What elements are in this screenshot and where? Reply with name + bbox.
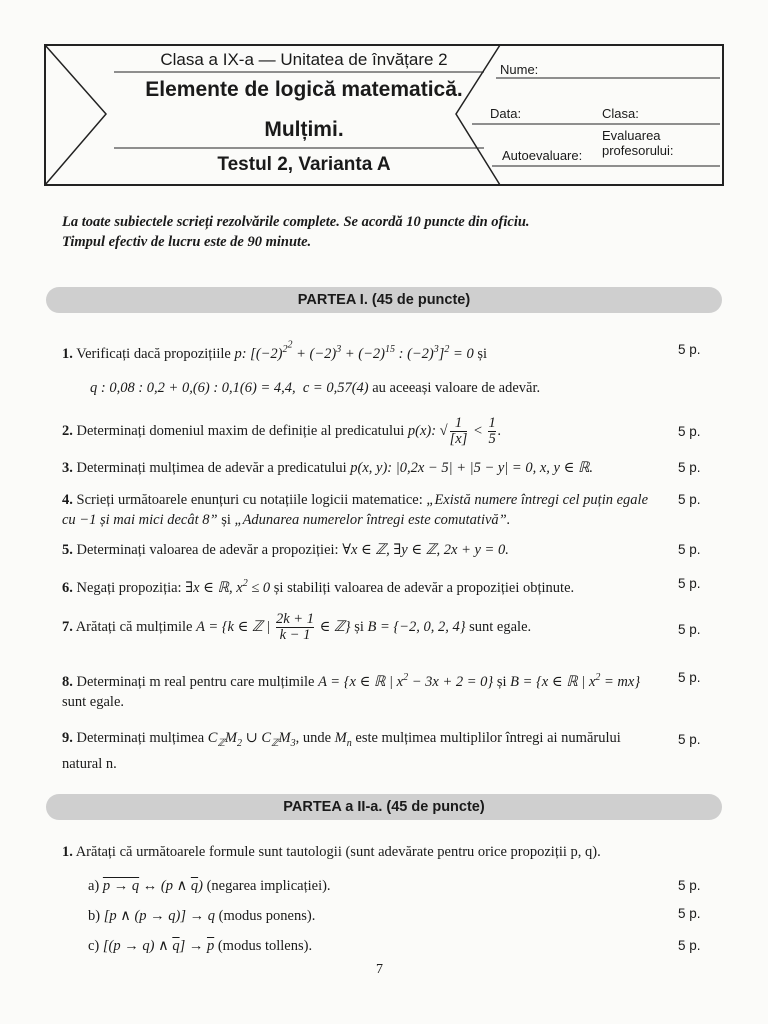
exercise-3 <box>62 458 662 478</box>
formula-predicate: p(x): √ $\frac{1}{[x]}$ < $\frac{1}{5}$ . <box>407 415 502 447</box>
formula: p → q ↔ (p ∧ $\overline{q}$) <box>102 878 207 894</box>
class-label: Clasa: <box>602 106 639 121</box>
formula-set-a: A = {k ∈ ℤ | $\frac{2k + 1}{k - 1}$ ∈ ℤ} <box>196 611 355 643</box>
item-text: au aceeași valoare de adevăr. <box>372 380 541 397</box>
item-text: și stabiliți valoarea de adevăr a propoziției obținute. <box>273 579 575 596</box>
part2-item-a <box>88 876 688 896</box>
teacher-eval-line1: Evaluarea <box>602 128 661 143</box>
formula: ∃x ∈ ℝ, $x^2 \le 0$ <box>185 578 274 596</box>
item-label: b) <box>88 908 101 924</box>
item-quote: „Adunarea numerelor întregi este comutativă”. <box>234 512 511 528</box>
item-text: Verificați dacă propozițiile <box>76 346 231 363</box>
item-text: Arătați că următoarele formule sunt tautologii (sunt adevărate pentru orice propoziții p, q). <box>75 844 601 860</box>
item-text: și <box>354 618 364 635</box>
points-7: 5 p. <box>678 622 701 637</box>
test-variant: Testul 2, Varianta A <box>217 154 391 175</box>
item-text: Determinați mulțimea de adevăr a predicatului <box>76 460 347 476</box>
formula-p: p: [$(-2)^{2^2} + (-2)^3 + (-2)^{15}$ : $(-2)^3]^2 = 0$ <box>234 340 478 363</box>
formula: $C_ℤM_2$ ∪ $C_ℤM_3$ <box>207 730 296 749</box>
part2-exercise-1 <box>62 842 702 862</box>
item-quote: „Există numere întregi cel puțin egale cu −1 și mai mici decât 8” <box>62 492 649 528</box>
exercise-7 <box>62 612 662 643</box>
formula-predicate: p(x, y): |0,2x − 5| + |5 − y| = 0, x, y ∈ ℝ. <box>350 460 594 476</box>
test-header <box>44 44 724 186</box>
item-text: Determinați m real pentru care mulțimile <box>76 673 315 690</box>
class-unit: Clasa a IX-a — Unitatea de învățare 2 <box>160 50 448 69</box>
exercise-6 <box>62 574 662 598</box>
points-2c: 5 p. <box>678 938 701 953</box>
instructions-line2: Timpul efectiv de lucru este de 90 minute. <box>62 234 312 250</box>
item-number: 6. <box>62 579 73 596</box>
item-label: a) <box>88 878 100 894</box>
part2-item-c <box>88 936 688 956</box>
formula: ∀x ∈ ℤ, ∃y ∈ ℤ, 2x + y = 0. <box>342 542 509 558</box>
item-number: 5. <box>62 542 73 558</box>
item-number: 8. <box>62 673 73 690</box>
points-2b: 5 p. <box>678 906 701 921</box>
part2-banner: PARTEA a II-a. (45 de puncte) <box>46 794 722 820</box>
item-text: și <box>477 346 488 363</box>
exercise-2 <box>62 416 662 447</box>
points-2: 5 p. <box>678 424 701 439</box>
formula: $M_n$ <box>334 730 352 749</box>
date-label: Data: <box>490 106 522 121</box>
item-number: 7. <box>62 618 73 635</box>
points-3: 5 p. <box>678 460 701 475</box>
points-8: 5 p. <box>678 670 701 685</box>
exercise-8 <box>62 668 662 712</box>
formula-set-b: B = {x ∈ ℝ | $x^2 = mx$} <box>510 672 641 690</box>
item-text: Arătați că mulțimile <box>75 618 193 635</box>
page-number: 7 <box>376 962 383 977</box>
exercise-5 <box>62 540 662 560</box>
item-text: este mulțimea multiplilor întregi ai numărului natural n. <box>62 730 621 772</box>
item-text: Negați propoziția: <box>76 579 182 596</box>
points-9: 5 p. <box>678 732 701 747</box>
item-text: sunt egale. <box>469 618 532 635</box>
name-label: Nume: <box>500 62 539 77</box>
formula-set-b: B = {−2, 0, 2, 4} <box>367 618 470 635</box>
item-text: , unde <box>295 730 332 746</box>
part2-item-b <box>88 906 688 926</box>
points-4: 5 p. <box>678 492 701 507</box>
item-number: 9. <box>62 730 73 746</box>
self-eval-label: Autoevaluare: <box>502 148 583 163</box>
points-6: 5 p. <box>678 576 701 591</box>
formula: [p ∧ (p → q)] → q <box>103 908 219 924</box>
item-text: și <box>221 512 231 528</box>
exercise-9 <box>62 728 662 774</box>
item-label: c) <box>88 938 100 954</box>
formula-q-line: q : 0,08 : 0,2 + 0,(6) : 0,1(6) = 4,4, c = 0,57(4) au aceeași valoare de adevăr. <box>90 380 541 397</box>
item-text: Determinați valoarea de adevăr a propoziției: <box>76 542 339 558</box>
formula-set-a: A = {x ∈ ℝ | $x^2 - 3x + 2 = 0$} <box>318 672 497 690</box>
item-text: sunt egale. <box>62 693 125 710</box>
item-note: (modus tollens). <box>217 938 313 954</box>
item-text: Determinați domeniul maxim de definiție al predicatului <box>76 422 405 439</box>
item-number: 3. <box>62 460 73 476</box>
part1-banner: PARTEA I. (45 de puncte) <box>46 287 722 313</box>
page-title: Elemente de logică matematică. <box>145 78 463 101</box>
points-2a: 5 p. <box>678 878 701 893</box>
item-text: și <box>496 673 507 690</box>
teacher-eval-line2: profesorului: <box>602 143 674 158</box>
item-number: 4. <box>62 492 73 508</box>
item-text: Scrieți următoarele enunțuri cu notațiile logicii matematice: <box>76 492 423 508</box>
exercise-1 <box>62 336 662 398</box>
formula: [(p → q) ∧ $\overline{q}] \to \overline{p}$ <box>102 938 215 954</box>
item-text: Determinați mulțimea <box>76 730 205 746</box>
item-number: 1. <box>62 844 73 860</box>
points-1: 5 p. <box>678 342 701 357</box>
item-number: 2. <box>62 422 73 439</box>
instructions <box>62 212 712 252</box>
points-5: 5 p. <box>678 542 701 557</box>
exercise-4 <box>62 490 662 530</box>
item-note: (modus ponens). <box>218 908 316 924</box>
instructions-line1: La toate subiectele scrieți rezolvările complete. Se acordă 10 puncte din oficiu. <box>62 214 530 230</box>
page-subtitle: Mulțimi. <box>264 118 344 141</box>
item-note: (negarea implicației). <box>206 878 331 894</box>
item-number: 1. <box>62 346 73 363</box>
teacher-eval-label <box>602 128 674 158</box>
